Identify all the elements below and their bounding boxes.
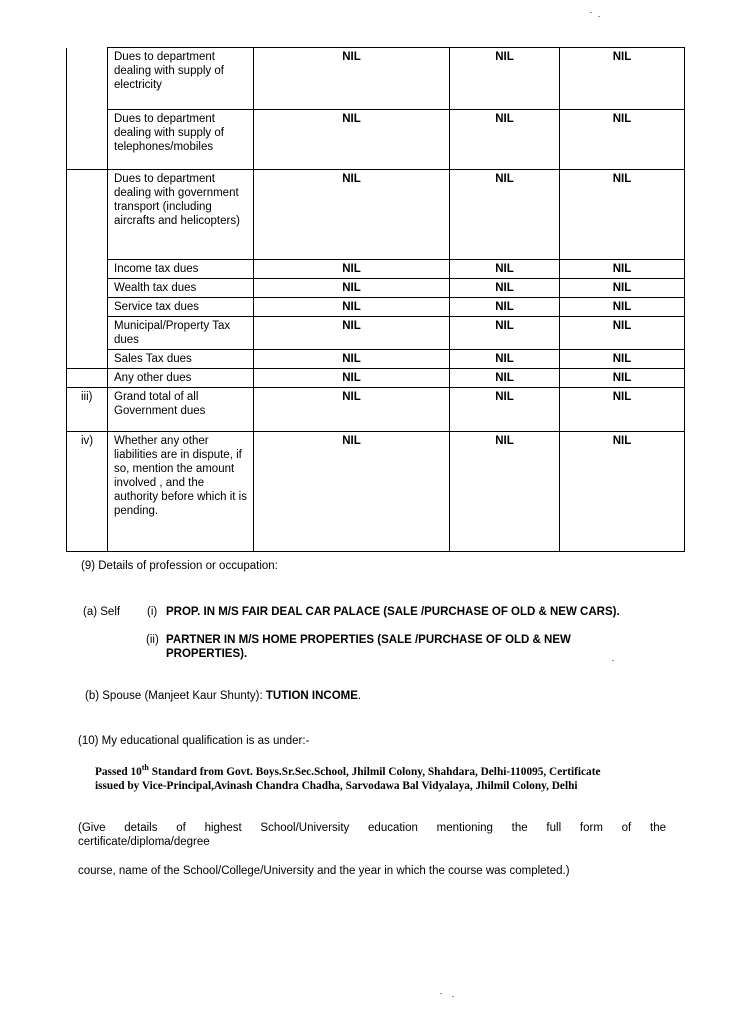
spouse-label: (b) Spouse (Manjeet Kaur Shunty):	[85, 690, 266, 702]
self-label: (a) Self	[83, 606, 121, 618]
row-value-3: NIL	[560, 260, 685, 279]
row-value-2: NIL	[450, 298, 560, 317]
instruction-line-1: (Give details of highest School/University education mentioning the full form of the	[78, 822, 666, 834]
row-description: Dues to department dealing with supply of electricity	[108, 48, 254, 110]
row-number	[67, 279, 108, 298]
occupation-item-2-line-1: PARTNER IN M/S HOME PROPERTIES (SALE /PURCHASE OF OLD & NEW	[166, 634, 571, 646]
row-number	[67, 48, 108, 110]
row-number	[67, 317, 108, 350]
education-line-1	[95, 765, 600, 779]
spouse-occupation	[85, 689, 361, 703]
row-value-2: NIL	[450, 317, 560, 350]
section-9-heading: (9) Details of profession or occupation:	[81, 560, 278, 572]
dues-row	[67, 279, 685, 298]
dues-row	[67, 48, 685, 110]
row-value-3: NIL	[560, 110, 685, 170]
row-value-2: NIL	[450, 110, 560, 170]
row-value-1: NIL	[254, 48, 450, 110]
occupation-item-1: PROP. IN M/S FAIR DEAL CAR PALACE (SALE /PURCHASE OF OLD & NEW CARS).	[166, 606, 620, 618]
education-line-1-end: Standard from Govt. Boys.Sr.Sec.School, Jhilmil Colony, Shahdara, Delhi-110095, Certificate	[148, 766, 601, 778]
scan-mark	[612, 660, 614, 661]
spouse-end: .	[357, 690, 362, 702]
dues-row	[67, 260, 685, 279]
row-value-1: NIL	[254, 298, 450, 317]
education-line-2: issued by Vice-Principal,Avinash Chandra Chadha, Sarvodawa Bal Vidyalaya, Jhilmil Colony, Delhi	[95, 780, 578, 792]
row-number	[67, 260, 108, 279]
row-value-2: NIL	[450, 432, 560, 552]
dues-row	[67, 369, 685, 388]
row-value-1: NIL	[254, 432, 450, 552]
row-value-2: NIL	[450, 388, 560, 432]
row-number: iv)	[67, 432, 108, 552]
row-value-2: NIL	[450, 260, 560, 279]
row-value-2: NIL	[450, 350, 560, 369]
row-value-3: NIL	[560, 170, 685, 260]
row-number: iii)	[67, 388, 108, 432]
row-value-1: NIL	[254, 110, 450, 170]
row-value-1: NIL	[254, 279, 450, 298]
row-number	[67, 350, 108, 369]
row-number	[67, 110, 108, 170]
row-description: Whether any other liabilities are in dispute, if so, mention the amount involved , and the authority before which it is pending.	[108, 432, 254, 552]
row-description: Income tax dues	[108, 260, 254, 279]
scan-mark	[452, 996, 454, 997]
dues-row	[67, 350, 685, 369]
row-value-1: NIL	[254, 170, 450, 260]
row-value-1: NIL	[254, 369, 450, 388]
education-superscript: th	[141, 763, 149, 773]
dues-row	[67, 432, 685, 552]
occupation-item-2-line-2: PROPERTIES).	[166, 648, 248, 660]
row-value-2: NIL	[450, 279, 560, 298]
row-number	[67, 369, 108, 388]
row-value-2: NIL	[450, 48, 560, 110]
occupation-item-1-number: (i)	[147, 606, 158, 618]
row-value-3: NIL	[560, 350, 685, 369]
scan-mark	[440, 993, 442, 994]
row-value-1: NIL	[254, 317, 450, 350]
education-line-1-start: Passed 10	[95, 766, 142, 778]
row-description: Sales Tax dues	[108, 350, 254, 369]
row-value-3: NIL	[560, 432, 685, 552]
row-description: Dues to department dealing with supply of telephones/mobiles	[108, 110, 254, 170]
dues-row	[67, 110, 685, 170]
row-value-1: NIL	[254, 350, 450, 369]
section-10-heading: (10) My educational qualification is as under:-	[78, 735, 310, 747]
row-number	[67, 170, 108, 260]
row-value-3: NIL	[560, 369, 685, 388]
row-value-3: NIL	[560, 298, 685, 317]
scan-mark	[598, 16, 600, 17]
row-value-3: NIL	[560, 317, 685, 350]
occupation-item-2-number: (ii)	[146, 634, 159, 646]
row-value-3: NIL	[560, 279, 685, 298]
dues-row	[67, 298, 685, 317]
instruction-line-2: certificate/diploma/degree	[78, 836, 210, 848]
dues-row	[67, 317, 685, 350]
instruction-line-3: course, name of the School/College/University and the year in which the course was completed.)	[78, 865, 570, 877]
row-description: Dues to department dealing with government transport (including aircrafts and helicopters)	[108, 170, 254, 260]
row-description: Grand total of all Government dues	[108, 388, 254, 432]
row-value-2: NIL	[450, 369, 560, 388]
row-value-1: NIL	[254, 388, 450, 432]
dues-table	[66, 47, 685, 552]
dues-row	[67, 388, 685, 432]
dues-row	[67, 170, 685, 260]
row-description: Any other dues	[108, 369, 254, 388]
row-description: Wealth tax dues	[108, 279, 254, 298]
spouse-value: TUTION INCOME	[265, 690, 358, 702]
row-value-1: NIL	[254, 260, 450, 279]
row-description: Service tax dues	[108, 298, 254, 317]
row-number	[67, 298, 108, 317]
scan-mark	[590, 12, 592, 13]
row-description: Municipal/Property Tax dues	[108, 317, 254, 350]
row-value-3: NIL	[560, 48, 685, 110]
row-value-2: NIL	[450, 170, 560, 260]
row-value-3: NIL	[560, 388, 685, 432]
